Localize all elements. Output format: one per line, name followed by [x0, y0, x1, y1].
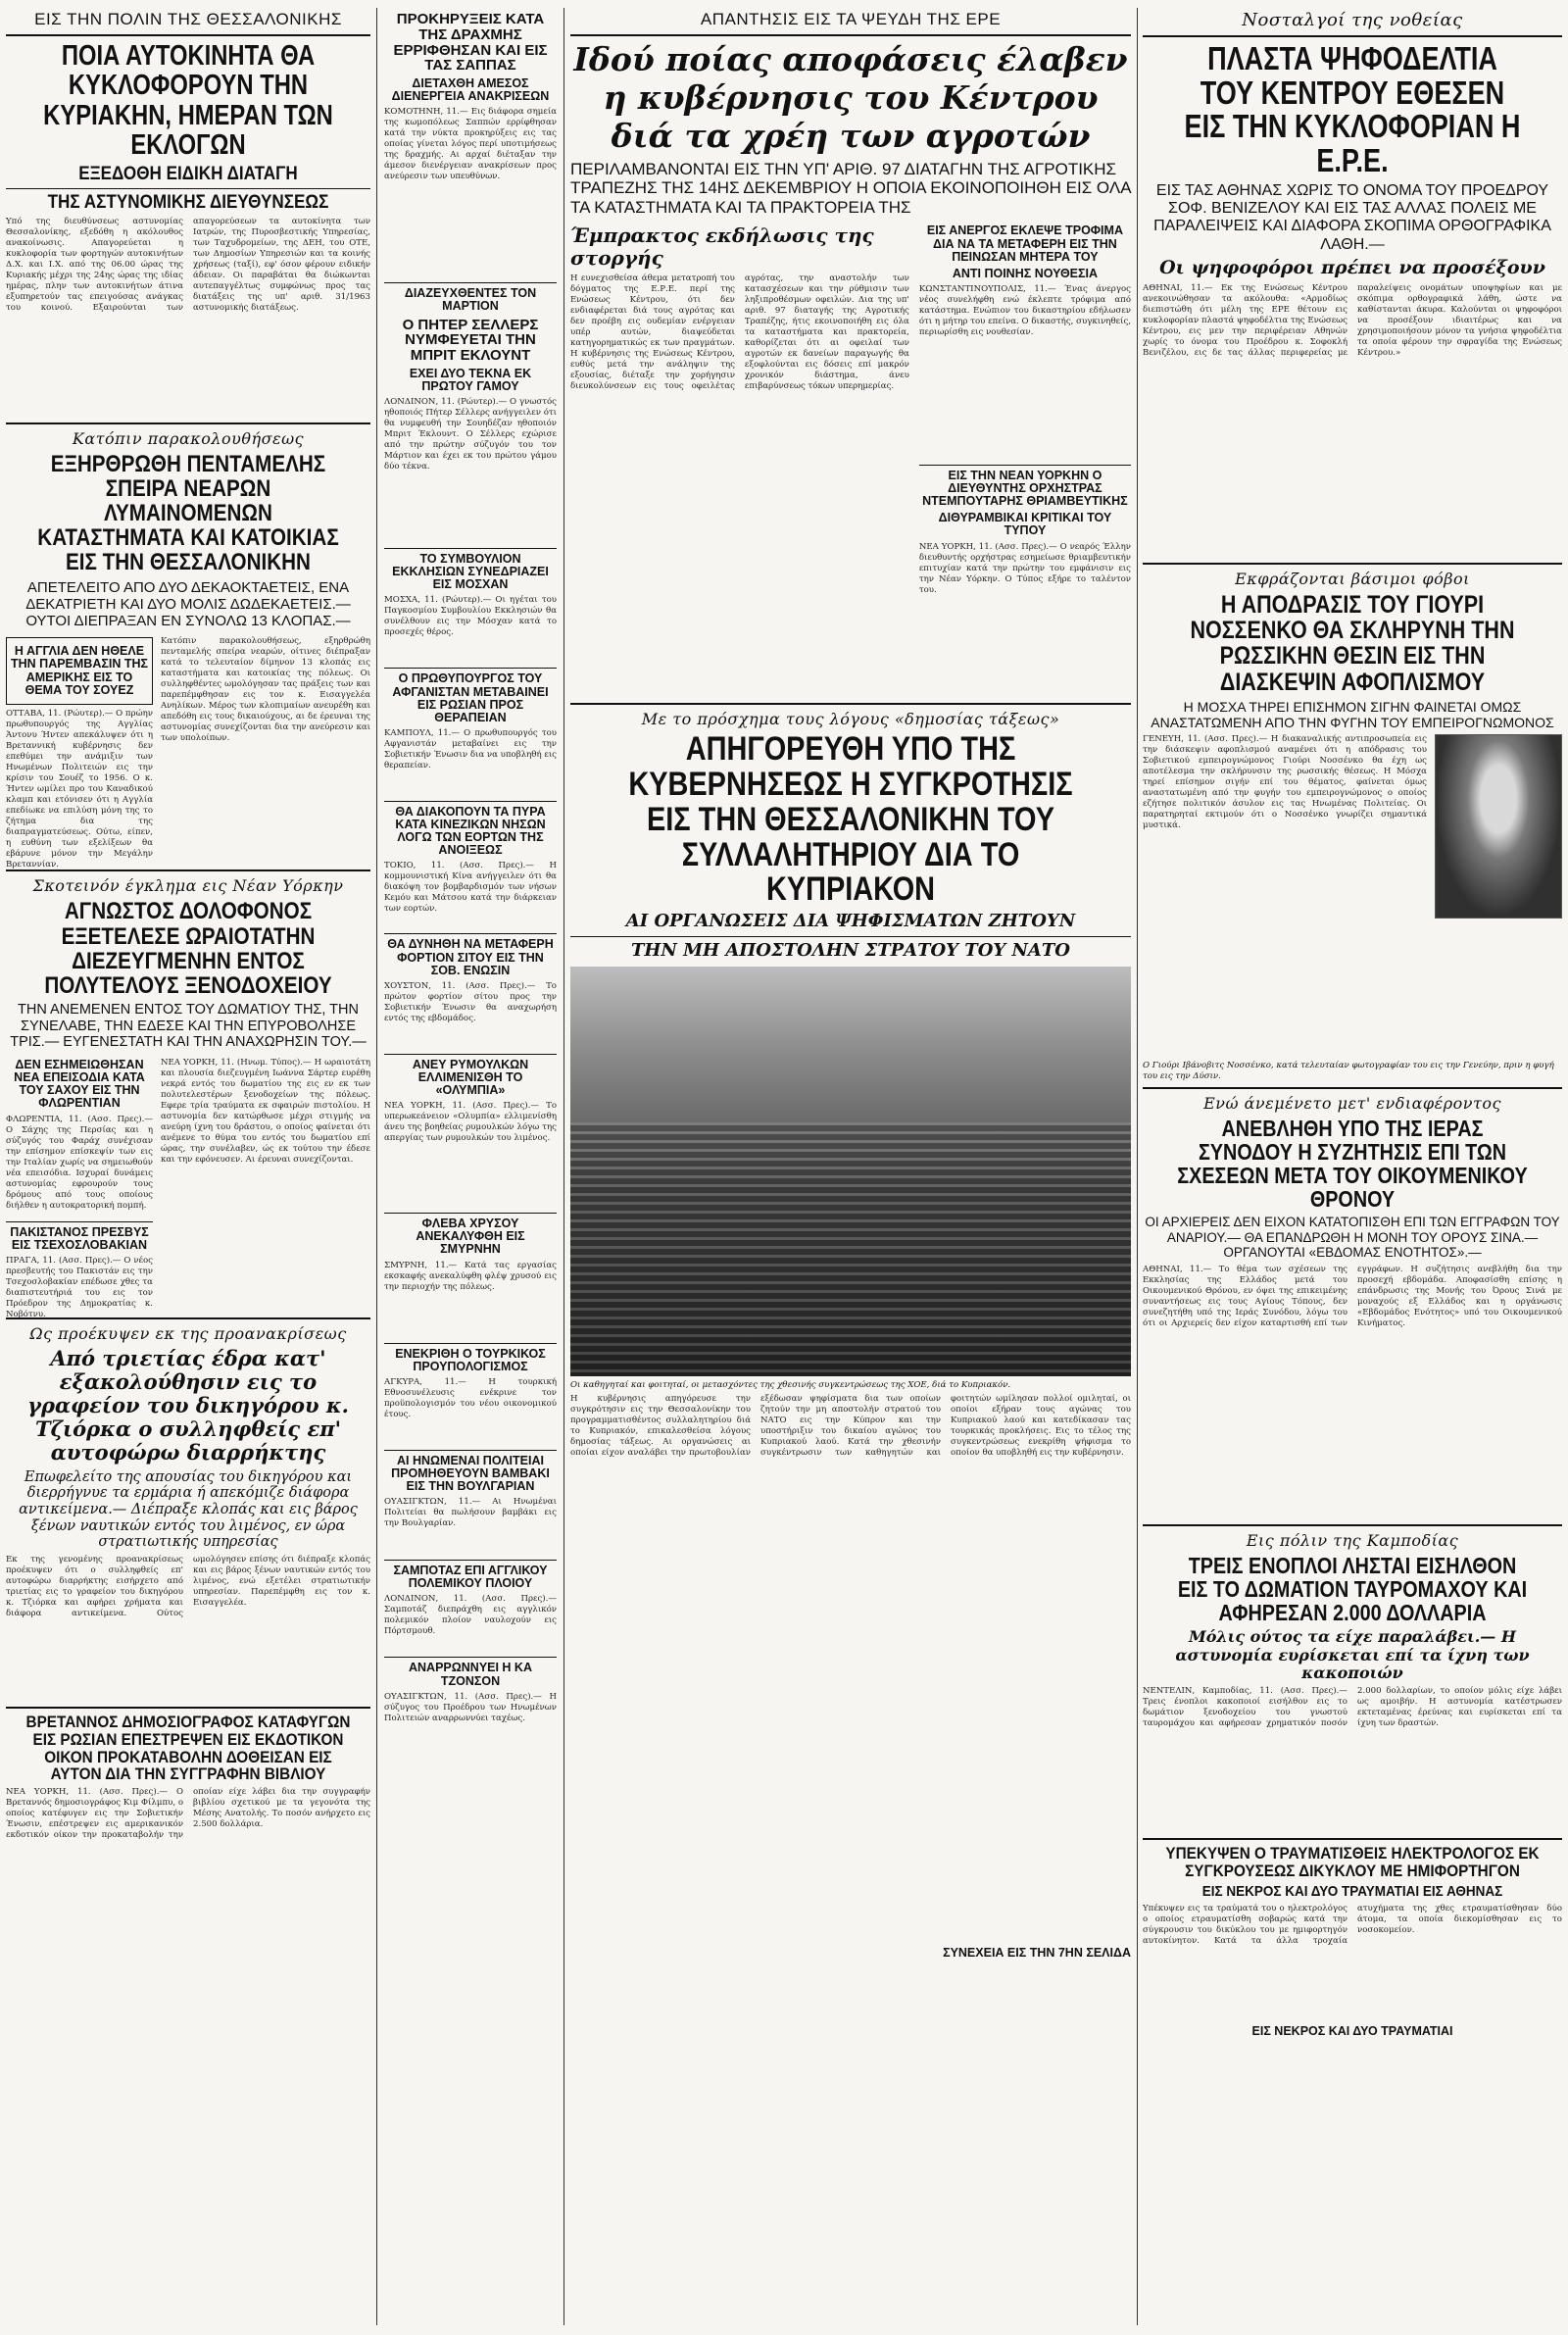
kicker: ΕΙΣ ΤΗΝ ΠΟΛΙΝ ΤΗΣ ΘΕΣΣΑΛΟΝΙΚΗΣ — [34, 10, 342, 28]
headline-shah: ΔΕΝ ΕΣΗΜΕΙΩΘΗΣΑΝ ΝΕΑ ΕΠΕΙΣΟΔΙΑ ΚΑΤΑ ΤΟΥ ΣΑΧΟΥ ΕΙΣ ΤΗΝ ΦΛΩΡΕΝΤΙΑΝ — [14, 1058, 145, 1111]
article-body: ΜΟΣΧΑ, 11. (Ρώυτερ).— Οι ηγέται του Παγκοσμίου Συμβουλίου Εκκλησιών θα συνέλθουν εις την Μόσχαν κατά το προσεχές θέρος. — [384, 595, 557, 638]
article-body: ΝΕΑ ΥΟΡΚΗ, 11. (Ασσ. Πρες).— Ο νεαρός Έλλην διευθυντής ορχήστρας εσημείωσε θριαμβευτικήν επιτυχίαν κατά την πρώτην του εμφάνισιν εις την Νέαν Υόρκην. Ο Τύπος εξήρε το ταλέντον του. — [918, 541, 1131, 595]
article-body: Υπό της διευθύνσεως αστυνομίας Θεσσαλονίκης, εξεδόθη η ακόλουθος ανακοίνωσις. Απαγορεύεται η κυκλοφορία των φορτηγών αυτοκινήτων Δ.Χ. και Ι.Χ. από της 06.00 ώρας της Κυριακής μέχρι της 24ης ώρας της ιδίας ημέρας, πλην των αυτοκινήτων άτινα εξυπηρετούν τας επειγούσας ανάγκας του κοινού. Εξαιρούνται των απαγορεύσεων τα αυτοκίνητα των Ιατρών, της Πυροσβεστικής Υπηρεσίας, των Ταχυδρομείων, της ΔΕΗ, του ΟΤΕ, των Δημοσίων Υπηρεσιών και τα κοινής χρήσεως (ταξί), εφ' όσον φέρουν ειδικήν άδειαν. Οι παραβάται θα διώκωνται αυτεπαγγέλτως συμφώνως προς τας διατάξεις της υπ' αριθ. 31/1963 αστυνομικής διατάξεως. — [6, 216, 370, 313]
article-body: ΚΑΜΠΟΥΛ, 11.— Ο πρωθυπουργός του Αφγανιστάν μεταβαίνει εις την Σοβιετικήν Ένωσιν δια να υποβληθή εις θεραπείαν. — [384, 727, 557, 770]
article-body: ΑΘΗΝΑΙ, 11.— Εκ της Ενώσεως Κέντρου ανεκοινώθησαν τα ακόλουθα: «Αρμοδίως διεπιστώθη ότι μέλη της ΕΡΕ θέτουν εις κυκλοφορίαν πλαστά ψηφοδέλτια της Ενώσεως Κέντρου, εις μεν την περιφέρειαν Αθηνών χωρίς το όνομα του Προέδρου κ. Σοφοκλή Βενιζέλου, εις δε τας άλλας περιφερείας με παραλείψεις ονομάτων υποψηφίων και με σκόπιμα ορθογραφικά λάθη, ώστε να καθίστανται άκυρα. Καλούνται οι ψηφοφόροι να προσέξουν ιδιαιτέρως και να χρησιμοποιήσουν μόνον τα γνήσια ψηφοδέλτια τα οποία φέρουν την σφραγίδα της Ενώσεως Κέντρου.» — [1143, 282, 1562, 358]
article-body: ΑΓΚΥΡΑ, 11.— Η τουρκική Εθνοσυνέλευσις ενέκρινε τον προϋπολογισμόν του νέου οικονομικού έτους. — [384, 1376, 557, 1419]
article-body: ΝΕΝΤΕΛΙΝ, Καμποδίας, 11. (Ασσ. Πρες).— Τρεις ένοπλοι κακοποιοί εισήλθον εις το δωμάτιον ξενοδοχείου του γνωστού ταυρομάχου και αφήρεσαν χρηματικόν ποσόν 2.000 δολλαρίων, το οποίον μόλις είχε λάβει ως αμοιβήν. Η αστυνομία κατέστρωσεν εκτεταμένας έρεύνας και ευρίσκεται επί τα ίχνη των δραστών. — [1143, 1686, 1562, 1729]
article-body: ΟΥΑΣΙΓΚΤΩΝ, 11. (Ασσ. Πρες).— Η σύζυγος του Προέδρου των Ηνωμένων Πολιτειών αναρρωννύει ταχέως. — [384, 1691, 557, 1723]
article-body: ΑΘΗΝΑΙ, 11.— Το θέμα των σχέσεων της Εκκλησίας της Ελλάδος μετά του Οικουμενικού Θρόνου, εν όψει της επικειμένης συναντήσεως εις τους Αγίους Τόπους, δεν συνεζητήθη υπό της Ιεράς Συνόδου, λόγω του ότι οι Αρχιερείς δεν είχον καταρτισθή επί των εγγράφων. Η συζήτησις ανεβλήθη δια την προσεχή εβδομάδα. Αποφασίσθη επίσης η επάνδρωσις της Μονής του Όρους Σινά με μοναχούς εξ Ελλάδος και η οργάνωσις «Εβδομάδος Ενότητος» υπό του Οικουμενικού Κινήματος. — [1143, 1264, 1562, 1328]
divider — [6, 1317, 370, 1319]
deck: ΑΙ ΟΡΓΑΝΩΣΕΙΣ ΔΙΑ ΨΗΦΙΣΜΑΤΩΝ ΖΗΤΟΥΝ — [625, 910, 1076, 931]
article-body: ΝΕΑ ΥΟΡΚΗ, 11. (Ασσ. Πρες).— Ο Βρεταννός δημοσιογράφος Κιμ Φίλμπυ, ο οποίος κατέφυγεν εις την Σοβιετικήν Ένωσιν, επέστρεψεν εις αμερικανικόν εκδοτικόν οίκον την προκαταβολήν την οποίαν είχε λάβει δια την συγγραφήν βιβλίου σχετικού με τα γεγονότα της Μέσης Ανατολής. Το ποσόν ανήρχετο εις 2.500 δολλάρια. — [6, 1787, 370, 1841]
article-body: ΛΟΝΔΙΝΟΝ, 11. (Ρώυτερ).— Ο γνωστός ηθοποιός Πήτερ Σέλλερς ανήγγειλεν ότι θα νυμφευθή την Σουηδέζαν ηθοποιόν Μπριτ Έκλουντ. Ο Σέλλερς εχώρισε από την πρώτην σύζυγόν του τον Μάρτιον και έχει εκ του πρώτου γάμου δύο τέκνα. — [384, 397, 557, 472]
headline-fake-ballots: ΠΛΑΣΤΑ ΨΗΦΟΔΕΛΤΙΑ ΤΟΥ ΚΕΝΤΡΟΥ ΕΘΕΣΕΝ ΕΙΣ ΤΗΝ ΚΥΚΛΟΦΟΡΙΑΝ Η Ε.Ρ.Ε. — [1184, 40, 1521, 178]
column-4 — [1143, 8, 1562, 2325]
divider — [6, 34, 370, 36]
article-body: Υπέκυψεν εις τα τραύματά του ο ηλεκτρολόγος ο οποίος ετραυματίσθη σοβαρώς κατά την σύγκρουσιν του δικύκλου του με ημιφορτηγόν αυτοκίνητον. Κατά τα άλλα τροχαία ατυχήματα της χθες ετραυματίσθησαν δύο άτομα, τα οποία διεκομίσθησαν εις το νοσοκομείον. — [1143, 1903, 1562, 1946]
headline-leaflets: ΠΡΟΚΗΡΥΞΕΙΣ ΚΑΤΑ ΤΗΣ ΔΡΑΧΜΗΣ ΕΡΡΙΦΘΗΣΑΝ ΚΑΙ ΕΙΣ ΤΑΣ ΣΑΠΠΑΣ — [393, 11, 548, 75]
headline-sabotage: ΣΑΜΠΟΤΑΖ ΕΠΙ ΑΓΓΛΙΚΟΥ ΠΟΛΕΜΙΚΟΥ ΠΛΟΙΟΥ — [393, 1564, 548, 1591]
headline-gold: ΦΛΕΒΑ ΧΡΥΣΟΥ ΑΝΕΚΑΛΥΦΘΗ ΕΙΣ ΣΜΥΡΝΗΝ — [416, 1217, 525, 1257]
deck: ΑΠΕΤΕΛΕΙΤΟ ΑΠΟ ΔΥΟ ΔΕΚΑΟΚΤΑΕΤΕΙΣ, ΕΝΑ ΔΕΚΑΤΡΙΕΤΗ ΚΑΙ ΔΥΟ ΜΟΛΙΣ ΔΩΔΕΚΑΕΤΕΙΣ.— ΟΥΤΟΙ ΔΙΕΠΡΑΞΑΝ ΕΝ ΣΥΝΟΛΩ 13 ΚΛΟΠΑΣ.— — [25, 578, 351, 630]
article-body: ΛΟΝΔΙΝΟΝ, 11. (Ασσ. Πρες).— Σαμποτάζ διεπράχθη εις αγγλικόν πολεμικόν πλοίον ναυλοχούν εις Πόρτσμουθ. — [384, 1594, 557, 1637]
kicker: Νοσταλγοί της νοθείας — [1242, 10, 1463, 30]
nosenko-portrait — [1435, 734, 1562, 919]
headline-journalist: ΒΡΕΤΑΝΝΟΣ ΔΗΜΟΣΙΟΓΡΑΦΟΣ ΚΑΤΑΦΥΓΩΝ ΕΙΣ ΡΩΣΙΑΝ ΕΠΕΣΤΡΕΨΕΝ ΕΙΣ ΕΚΔΟΤΙΚΟΝ ΟΙΚΟΝ ΠΡΟΚΑΤΑΒΟΛΗΝ ΔΟΘΕΙΣΑΝ ΕΙΣ ΑΥΤΟΝ ΔΙΑ ΤΗΝ ΣΥΓΓΡΑΦΗΝ ΒΙΒΛΙΟΥ — [25, 1712, 351, 1784]
column-3 — [570, 8, 1131, 2325]
subhead: Έμπρακτος εκδήλωσις της στοργής — [570, 224, 874, 271]
headline-unemployed: ΕΙΣ ΑΝΕΡΓΟΣ ΕΚΛΕΨΕ ΤΡΟΦΙΜΑ ΔΙΑ ΝΑ ΤΑ ΜΕΤΑΦΕΡΗ ΕΙΣ ΤΗΝ ΠΕΙΝΩΣΑΝ ΜΗΤΕΡΑ ΤΟΥ — [926, 224, 1123, 264]
article-body: ΦΛΩΡΕΝΤΙΑ, 11. (Ασσ. Πρες).— Ο Σάχης της Περσίας και η σύζυγός του Φαράχ συνέχισαν την επίσημον επίσκεψίν των εις την Ιταλίαν χωρίς να σημειωθούν νέα επεισόδια. Ισχυραί δυνάμεις αστυνομίας εφρουρούν τους δρόμους από τους οποίους διήλθεν η αυτοκρατορική πομπή. — [6, 1114, 153, 1211]
headline-rally-ban: ΑΠΗΓΟΡΕΥΘΗ ΥΠΟ ΤΗΣ ΚΥΒΕΡΝΗΣΕΩΣ Η ΣΥΓΚΡΟΤΗΣΙΣ ΕΙΣ ΤΗΝ ΘΕΣΣΑΛΟΝΙΚΗΝ ΤΟΥ ΣΥΛΛΑΛΗΤΗΡΙΟΥ ΔΙΑ ΤΟ ΚΥΠΡΙΑΚΟΝ — [628, 730, 1073, 909]
column-2 — [384, 8, 557, 2325]
headline-gang: ΕΞΗΡΘΡΩΘΗ ΠΕΝΤΑΜΕΛΗΣ ΣΠΕΙΡΑ ΝΕΑΡΩΝ ΛΥΜΑΙΝΟΜΕΝΩΝ ΚΑΤΑΣΤΗΜΑΤΑ ΚΑΙ ΚΑΤΟΙΚΙΑΣ ΕΙΣ ΤΗΝ ΘΕΣΣΑΛΟΝΙΚΗΝ — [37, 450, 339, 576]
headline-eden: Η ΑΓΓΛΙΑ ΔΕΝ ΗΘΕΛΕ ΤΗΝ ΠΑΡΕΜΒΑΣΙΝ ΤΗΣ ΑΜΕΡΙΚΗΣ ΕΙΣ ΤΟ ΘΕΜΑ ΤΟΥ ΣΟΥΕΖ — [11, 644, 148, 697]
article-body: Εκ της γενομένης προανακρίσεως προέκυψεν ότι ο συλληφθείς επ' αυτοφώρω διαρρήκτης εισήρχετο από τριετίας εις το γραφείον του δικηγόρου κ. Τζιόρκα και αφήρει χρήματα και διάφορα αντικείμενα. Ούτος ωμολόγησεν επίσης ότι διέπραξε κλοπάς και εις βάρος ξένων ναυτικών εντός του λιμένος, ενώ εξετέλει στρατιωτικήν υπηρεσίαν. Παρεπέμφθη εις τον κ. Εισαγγελέα. — [6, 1554, 370, 1618]
article-body: Η κυβέρνησις απηγόρευσε την συγκρότησιν εις την Θεσσαλονίκην του προγραμματισθέντος συλλαλητηρίου διά το Κυπριακόν, επικαλεσθείσα λόγους δημοσίας τάξεως. Αι οργανώσεις αι οποίαι είχον αναλάβει την πρωτοβουλίαν εξέδωσαν ψηφίσματα δια των οποίων ζητούν την μη αποστολήν στρατού του ΝΑΤΟ εις την Κύπρον και την υποστήριξιν του δικαίου αγώνος του Κυπριακού λαού. Κατά την χθεσινήν συγκέντρωσιν των καθηγητών και φοιτητών ωμίλησαν πολλοί ομιληταί, οι οποίοι εξήραν τους αγώνας του Κυπριακού λαού και κατεδίκασαν τας τουρκικάς προκλήσεις. Εις το τέλος της συγκεντρώσεως ενεκρίθη ψήφισμα το οποίον θα υποβληθή εις την κυβέρνησιν. — [570, 1394, 1131, 1458]
headline-cotton: ΑΙ ΗΝΩΜΕΝΑΙ ΠΟΛΙΤΕΙΑΙ ΠΡΟΜΗΘΕΥΟΥΝ ΒΑΜΒΑΚΙ ΕΙΣ ΤΗΝ ΒΟΥΛΓΑΡΙΑΝ — [391, 1453, 550, 1493]
deck: ΤΗΝ ΑΝΕΜΕΝΕΝ ΕΝΤΟΣ ΤΟΥ ΔΩΜΑΤΙΟΥ ΤΗΣ, ΤΗΝ ΣΥΝΕΛΑΒΕ, ΤΗΝ ΕΔΕΣΕ ΚΑΙ ΤΗΝ ΕΠΥΡΟΒΟΛΗΣΕ ΤΡΙΣ.— ΕΥΓΕΝΕΣΤΑΤΗ ΚΑΙ ΤΗΝ ΑΝΑΧΩΡΗΣΙΝ ΤΟΥ.— — [10, 1002, 367, 1051]
article-body: ΓΕΝΕΥΗ, 11. (Ασσ. Πρες).— Η διακαναλικής αντιπροσωπεία εις την διάσκεψιν αφοπλισμού αναμένει ότι η απόδρασις του Σοβιετικού εμπειρογνώμονος Γιούρι Νοσσένκο θα έχη ως αποτέλεσμα την σκλήρυνσιν της ρωσσικής θέσεως. Η Μόσχα τηρεί επίσημον σιγήν επί του θέματος, φαίνεται όμως αναστατωμένη από την φυγήν του εμπειρογνώμονος ο οποίος εζήτησε πολιτικόν άσυλον εις τας Ηνωμένας Πολιτείας. Οι παρατηρηταί εκτιμούν ότι ο Νοσσένκο γνωρίζει σημαντικά μυστικά. — [1143, 734, 1427, 831]
article-body: ΝΕΑ ΥΟΡΚΗ, 11. (Ηνωμ. Τύπος).— Η ωραιοτάτη και πλουσία διεζευγμένη Ιωάννα Σάρτερ ευρέθη νεκρά εντός του δωματίου της εις εν εκ των πολυτελεστέρων ξενοδοχείων της πόλεως. Εφερε τρία τραύματα εκ σφαιρών πιστολίου. Η αστυνομία δεν κατώρθωσε μέχρι στιγμής να ανεύρη ίχνη του δράστου, ο οποίος φαίνεται ότι ανέμενε το θύμα του εντός του δωματίου επί ώρας, την συνέλαβεν, ώς εκ τούτου την έδεσε και την εφόνευσεν. Αι έρευναι συνεχίζονται. — [161, 1058, 370, 1166]
rally-photo — [570, 967, 1131, 1376]
headline-sellers: Ο ΠΗΤΕΡ ΣΕΛΛΕΡΣ ΝΥΜΦΕΥΕΤΑΙ ΤΗΝ ΜΠΡΙΤ ΕΚΛΟΥΝΤ — [402, 316, 539, 364]
deck: ΕΞΕΔΟΘΗ ΕΙΔΙΚΗ ΔΙΑΤΑΓΗ — [78, 163, 298, 184]
divider — [6, 422, 370, 424]
article-body: Η ευνεχισθείσα άθεμα μετατροπή του δόγματος της Ε.Ρ.Ε. περί της Ενώσεως Κέντρου, ότι δεν ενδιαφέρεται διά τους αγρότας και δεν προέβη εις ουδεμίαν ενέργειαν υπέρ αυτών, διαψεύδεται κατηγορηματικώς εκ των πραγμάτων. Η κυβέρνησις της Ενώσεως Κέντρου, ευθύς μετά την ανάληψιν της εξουσίας, διέταξε την χορήγησιν διευκολύνσεων εις τους οφειλέτας αγρότας, την αναστολήν των κατασχέσεων και την ρύθμισιν των ληξιπροθέσμων οφειλών. Δια της υπ' αριθ. 97 διαταγής της Αγροτικής Τραπέζης, ήτις εκοινοποιήθη εις όλα τα καταστήματα και πρακτορεία, καθορίζεται ότι αι οφειλαί των αγροτών εκ δανείων παραγωγής θα εξοφλούνται εις δόσεις επί μακρόν χρονικόν διάστημα, άνευ επιβαρύνσεως τόκων υπερημερίας. — [570, 273, 909, 392]
article-body: ΤΟΚΙΟ, 11. (Ασσ. Πρες).— Η κομμουνιστική Κίνα ανήγγειλεν ότι θα διακόψη τον βομβαρδισμόν των νήσων Κεμόυ και Μάτσου κατά την διάρκειαν των εορτών. — [384, 861, 557, 915]
headline-china: ΘΑ ΔΙΑΚΟΠΟΥΝ ΤΑ ΠΥΡΑ ΚΑΤΑ ΚΙΝΕΖΙΚΩΝ ΝΗΣΩΝ ΛΟΓΩ ΤΩΝ ΕΟΡΤΩΝ ΤΗΣ ΑΝΟΙΞΕΩΣ — [395, 804, 546, 858]
headline-electrician: ΥΠΕΚΥΨΕΝ Ο ΤΡΑΥΜΑΤΙΣΘΕΙΣ ΗΛΕΚΤΡΟΛΟΓΟΣ ΕΚ ΣΥΓΚΡΟΥΣΕΩΣ ΔΙΚΥΚΛΟΥ ΜΕ ΗΜΙΦΟΡΤΗΓΟΝ — [1165, 1844, 1540, 1881]
deck: ΔΙΘΥΡΑΜΒΙΚΑΙ ΚΡΙΤΙΚΑΙ ΤΟΥ ΤΥΠΟΥ — [938, 511, 1112, 538]
kicker: ΔΙΑΖΕΥΧΘΕΝΤΕΣ ΤΟΝ ΜΑΡΤΙΟΝ — [404, 286, 537, 314]
tail-label: ΕΙΣ ΝΕΚΡΟΣ ΚΑΙ ΔΥΟ ΤΡΑΥΜΑΤΙΑΙ — [1251, 2023, 1453, 2038]
headline-robbers: ΤΡΕΙΣ ΕΝΟΠΛΟΙ ΛΗΣΤΑΙ ΕΙΣΗΛΘΟΝ ΕΙΣ ΤΟ ΔΩΜΑΤΙΟΝ ΤΑΥΡΟΜΑΧΟΥ ΚΑΙ ΑΦΗΡΕΣΑΝ 2.000 ΔΟΛΛΑΡΙΑ — [1177, 1552, 1528, 1626]
headline-olympia: ΑΝΕΥ ΡΥΜΟΥΛΚΩΝ ΕΛΛΙΜΕΝΙΣΘΗ ΤΟ «ΟΛΥΜΠΙΑ» — [412, 1057, 529, 1097]
deck: Επωφελείτο της απουσίας του δικηγόρου και διερρήγνυε τα ερμάρια ή απεκόμιζε διάφορα αντικείμενα.— Διέπραξε κλοπάς και εις βάρος ξένων ναυτικών εντός του λιμένος, εν ώρα στρατιωτικής υπηρεσίας — [19, 1468, 358, 1551]
headline-farm-debts: Ιδού ποίας αποφάσεις έλαβεν η κυβέρνησις του Κέντρου διά τα χρέη των αγροτών — [573, 40, 1128, 155]
deck: ΕΙΣ ΤΑΣ ΑΘΗΝΑΣ ΧΩΡΙΣ ΤΟ ΟΝΟΜΑ ΤΟΥ ΠΡΟΕΔΡΟΥ ΣΟΦ. ΒΕΝΙΖΕΛΟΥ ΚΑΙ ΕΙΣ ΤΑΣ ΑΛΛΑΣ ΠΟΛΕΙΣ ΜΕ ΠΑΡΑΛΕΙΨΕΙΣ ΚΑΙ ΔΙΑΦΟΡΑ ΣΚΟΠΙΜΑ ΟΡΘΟΓΡΑΦΙΚΑ ΛΑΘΗ.— — [1153, 181, 1551, 253]
divider — [6, 188, 370, 189]
kicker: Εκφράζονται βάσιμοι φόβοι — [1235, 569, 1470, 588]
kicker: Ενώ άνεμένετο μετ' ενδιαφέροντος — [1203, 1093, 1501, 1113]
deck: Η ΜΟΣΧΑ ΤΗΡΕΙ ΕΠΙΣΗΜΟΝ ΣΙΓΗΝ ΦΑΙΝΕΤΑΙ ΟΜΩΣ ΑΝΑΣΤΑΤΩΜΕΝΗ ΑΠΟ ΤΗΝ ΦΥΓΗΝ ΤΟΥ ΕΜΠΕΙΡΟΓΝΩΜΟΝΟΣ — [1151, 698, 1554, 731]
headline-cars-sunday: ΠΟΙΑ ΑΥΤΟΚΙΝΗΤΑ ΘΑ ΚΥΚΛΟΦΟΡΟΥΝ ΤΗΝ ΚΥΡΙΑΚΗΝ, ΗΜΕΡΑΝ ΤΩΝ ΕΚΛΟΓΩΝ — [43, 40, 333, 162]
article-body: ΟΤΤΑΒΑ, 11. (Ρώυτερ).— Ο πρώην πρωθυπουργός της Αγγλίας Άντονυ Ήντεν απεκάλυψεν ότι η Βρεταννική κυβέρνησις δεν επεθύμει την ανάμιξιν των Ηνωμένων Πολιτειών εις την κρίσιν του Σουέζ το 1956. Ο κ. Ήντεν ωμίλει προ του Καναδικού κλαμπ και ετόνισεν ότι η Αγγλία επεδίωκε να επιλύση μόνη της το ζήτημα δια της διαπραγματεύσεως. Ούτω, είπεν, η ευθύνη των εξελίξεων θα εβάρυνε μόνον την Μεγάλην Βρεταννίαν. — [6, 708, 153, 869]
kicker: Με το πρόσχημα τους λόγους «δημοσίας τάξεως» — [641, 710, 1060, 729]
deck: ΕΧΕΙ ΔΥΟ ΤΕΚΝΑ ΕΚ ΠΡΩΤΟΥ ΓΑΜΟΥ — [409, 366, 532, 393]
headline-burglar: Από τριετίας έδρα κατ' εξακολούθησιν εις το γραφείον του δικηγόρου κ. Τζιόρκα ο συλληφθείς επ' αυτοφώρω διαρρήκτης — [27, 1345, 349, 1466]
kicker: Ως προέκυψεν εκ της προανακρίσεως — [29, 1323, 347, 1343]
headline-conductor: ΕΙΣ ΤΗΝ ΝΕΑΝ ΥΟΡΚΗΝ Ο ΔΙΕΥΘΥΝΤΗΣ ΟΡΧΗΣΤΡΑΣ ΝΤΕΜΠΟΥΤΑΡΗΣ ΘΡΙΑΜΒΕΥΤΙΚΗΣ — [922, 468, 1128, 509]
article-body: ΠΡΑΓΑ, 11. (Ασσ. Πρες).— Ο νέος πρεσβευτής του Πακιστάν εις την Τσεχοσλοβακίαν επέδωσε χθες τα διαπιστευτήριά του εις τον Πρόεδρον της Δημοκρατίας κ. Νοβότνυ. — [6, 1255, 153, 1319]
kicker: Κατόπιν παρακολουθήσεως — [72, 428, 305, 448]
deck: ΔΙΕΤΑΧΘΗ ΑΜΕΣΟΣ ΔΙΕΝΕΡΓΕΙΑ ΑΝΑΚΡΙΣΕΩΝ — [391, 76, 550, 104]
column-rule — [376, 8, 377, 2325]
deck: ΠΕΡΙΛΑΜΒΑΝΟΝΤΑΙ ΕΙΣ ΤΗΝ ΥΠ' ΑΡΙΘ. 97 ΔΙΑΤΑΓΗΝ ΤΗΣ ΑΓΡΟΤΙΚΗΣ ΤΡΑΠΕΖΗΣ ΤΗΣ 14ΗΣ ΔΕΚΕΜΒΡΙΟΥ Η ΟΠΟΙΑ ΕΚΟΙΝΟΠΟΙΗΘΗ ΕΙΣ ΟΛΑ ΤΑ ΚΑΤΑΣΤΗΜΑΤΑ ΚΑΙ ΤΑ ΠΡΑΚΤΟΡΕΙΑ ΤΗΣ — [570, 159, 1131, 217]
headline-afghan: Ο ΠΡΩΘΥΠΟΥΡΓΟΣ ΤΟΥ ΑΦΓΑΝΙΣΤΑΝ ΜΕΤΑΒΑΙΝΕΙ ΕΙΣ ΡΩΣΙΑΝ ΠΡΟΣ ΘΕΡΑΠΕΙΑΝ — [392, 671, 549, 724]
kicker: Σκοτεινόν έγκλημα εις Νέαν Υόρκην — [32, 876, 344, 896]
article-body: ΧΟΥΣΤΟΝ, 11. (Ασσ. Πρες).— Το πρώτον φορτίον σίτου προς την Σοβιετικήν Ένωσιν θα αναχωρήση εντός της εβδομάδος. — [384, 980, 557, 1023]
headline-churches: ΤΟ ΣΥΜΒΟΥΛΙΟΝ ΕΚΚΛΗΣΙΩΝ ΣΥΝΕΔΡΙΑΖΕΙ ΕΙΣ ΜΟΣΧΑΝ — [392, 552, 549, 592]
deck: ΕΙΣ ΝΕΚΡΟΣ ΚΑΙ ΔΥΟ ΤΡΑΥΜΑΤΙΑΙ ΕΙΣ ΑΘΗΝΑΣ — [1201, 1883, 1503, 1901]
kicker: Εις πόλιν της Καμποδίας — [1246, 1530, 1459, 1550]
deck: ΤΗΝ ΜΗ ΑΠΟΣΤΟΛΗΝ ΣΤΡΑΤΟΥ ΤΟΥ ΝΑΤΟ — [631, 939, 1070, 961]
photo-caption: Οι καθηγηταί και φοιτηταί, οι μετασχόντες της χθεσινής συγκεντρώσεως της ΧΟΕ, διά το Κυπριακόν. — [570, 1380, 1011, 1391]
headline-synod: ΑΝΕΒΛΗΘΗ ΥΠΟ ΤΗΣ ΙΕΡΑΣ ΣΥΝΟΔΟΥ Η ΣΥΖΗΤΗΣΙΣ ΕΠΙ ΤΩΝ ΣΧΕΣΕΩΝ ΜΕΤΑ ΤΟΥ ΟΙΚΟΥΜΕΝΙΚΟΥ ΘΡΟΝΟΥ — [1177, 1115, 1528, 1213]
deck: Μόλις ούτος τα είχε παραλάβει.— Η αστυνομία ευρίσκεται επί τα ίχνη των κακοποιών — [1175, 1627, 1530, 1682]
headline-nosenko: Η ΑΠΟΔΡΑΣΙΣ ΤΟΥ ΓΙΟΥΡΙ ΝΟΣΣΕΝΚΟ ΘΑ ΣΚΛΗΡΥΝΗ ΤΗΝ ΡΩΣΣΙΚΗΝ ΘΕΣΙΝ ΕΙΣ ΤΗΝ ΔΙΑΣΚΕΨΙΝ ΑΦΟΠΛΙΣΜΟΥ — [1190, 590, 1515, 696]
headline-johnson: ΑΝΑΡΡΩΝΝΥΕΙ Η ΚΑ ΤΖΟΝΣΟΝ — [408, 1661, 532, 1688]
deck: ΟΙ ΑΡΧΙΕΡΕΙΣ ΔΕΝ ΕΙΧΟΝ ΚΑΤΑΤΟΠΙΣΘΗ ΕΠΙ ΤΩΝ ΕΓΓΡΑΦΩΝ ΤΟΥ ΑΝΑΡΙΟΥ.— ΘΑ ΕΠΑΝΔΡΩΘΗ Η ΜΟΝΗ ΤΟΥ ΟΡΟΥΣ ΣΙΝΑ.— ΟΡΓΑΝΟΥΤΑΙ «ΕΒΔΟΜΑΣ ΕΝΟΤΗΤΟΣ».— — [1145, 1215, 1560, 1261]
kicker: ΑΠΑΝΤΗΣΙΣ ΕΙΣ ΤΑ ΨΕΥΔΗ ΤΗΣ ΕΡΕ — [700, 10, 1002, 28]
continued-label: ΣΥΝΕΧΕΙΑ ΕΙΣ ΤΗΝ 7ΗΝ ΣΕΛΙΔΑ — [943, 1946, 1131, 1960]
article-body: Κατόπιν παρακολουθήσεως, εξηρθρώθη πενταμελής σπείρα νεαρών, οίτινες διέπραξαν κατά το τελευταίον δίμηνον 13 κλοπάς εις καταστήματα και κατοικίας της πόλεως. Οι συλληφθέντες ωμολόγησαν τας πράξεις των και παρεπέμφθησαν εις τον κ. Εισαγγελέα Ανηλίκων. Μέρος των κλοπιμαίων ανευρέθη και απεδόθη εις τους δικαιούχους, αι δε έρευναι της αστυνομίας συνεχίζονται δια την ανεύρεσιν και των υπολοίπων. — [161, 636, 370, 744]
column-rule — [1137, 8, 1138, 2325]
divider — [6, 869, 370, 871]
article-body: ΚΩΝΣΤΑΝΤΙΝΟΥΠΟΛΙΣ, 11.— Ένας άνεργος νέος συνελήφθη ενώ έκλεπτε τρόφιμα από κατάστημα. Ενώπιον του δικαστηρίου εδήλωσεν ότι η μήτηρ του επείνα. Ο δικαστής, συγκινηθείς, περιωρίσθη εις νουθεσίαν. — [918, 283, 1131, 337]
article-body: ΚΟΜΟΤΗΝΗ, 11.— Εις διάφορα σημεία της κωμοπόλεως Σαππών ερρίφθησαν κατά την νύκτα προκηρύξεις εις τας οποίας γίνεται λόγος περί υποτιμήσεως της δραχμής. Αι αρχαί διέταξαν την άμεσον διενέργειαν ανακρίσεων προς ανεύρεσιν των υπευθύνων. — [384, 107, 557, 182]
article-body: ΟΥΑΣΙΓΚΤΩΝ, 11.— Αι Ηνωμέναι Πολιτείαι θα πωλήσουν βαμβάκι εις την Βουλγαρίαν. — [384, 1497, 557, 1529]
article-body: ΝΕΑ ΥΟΡΚΗ, 11. (Ασσ. Πρες).— Το υπερωκεάνειον «Ολυμπία» ελλιμενίσθη άνευ της βοηθείας ρυμουλκών λόγω της απεργίας των ρυμουλκών του λιμένος. — [384, 1101, 557, 1144]
article-body: ΣΜΥΡΝΗ, 11.— Κατά τας εργασίας εκσκαφής ανεκαλύφθη φλέψ χρυσού εις την περιοχήν της πόλεως. — [384, 1260, 557, 1292]
headline-budget: ΕΝΕΚΡΙΘΗ Ο ΤΟΥΡΚΙΚΟΣ ΠΡΟΥΠΟΛΟΓΙΣΜΟΣ — [395, 1346, 546, 1373]
deck: ΑΝΤΙ ΠΟΙΝΗΣ ΝΟΥΘΕΣΙΑ — [952, 266, 1099, 280]
deck: ΤΗΣ ΑΣΤΥΝΟΜΙΚΗΣ ΔΙΕΥΘΥΝΣΕΩΣ — [47, 191, 329, 213]
headline-wheat: ΘΑ ΔΥΝΗΘΗ ΝΑ ΜΕΤΑΦΕΡΗ ΦΟΡΤΙΟΝ ΣΙΤΟΥ ΕΙΣ ΤΗΝ ΣΟΒ. ΕΝΩΣΙΝ — [387, 937, 554, 977]
headline-murder: ΑΓΝΩΣΤΟΣ ΔΟΛΟΦΟΝΟΣ ΕΞΕΤΕΛΕΣΕ ΩΡΑΙΟΤΑΤΗΝ ΔΙΕΖΕΥΓΜΕΝΗΝ ΕΝΤΟΣ ΠΟΛΥΤΕΛΟΥΣ ΞΕΝΟΔΟΧΕΙΟΥ — [44, 898, 332, 999]
divider — [6, 1707, 370, 1709]
column-1 — [6, 8, 370, 2325]
headline-pakistan: ΠΑΚΙΣΤΑΝΟΣ ΠΡΕΣΒΥΣ ΕΙΣ ΤΣΕΧΟΣΛΟΒΑΚΙΑΝ — [10, 1224, 149, 1252]
subhead: Οι ψηφοφόροι πρέπει να προσέξουν — [1159, 257, 1545, 279]
portrait-caption: Ο Γιούρι Ιβάνοβιτς Νοσσένκο, κατά τελευταίαν φωτογραφίαν του εις την Γενεύην, πριν η φυγή του εις την Δύσιν. — [1143, 1061, 1554, 1081]
